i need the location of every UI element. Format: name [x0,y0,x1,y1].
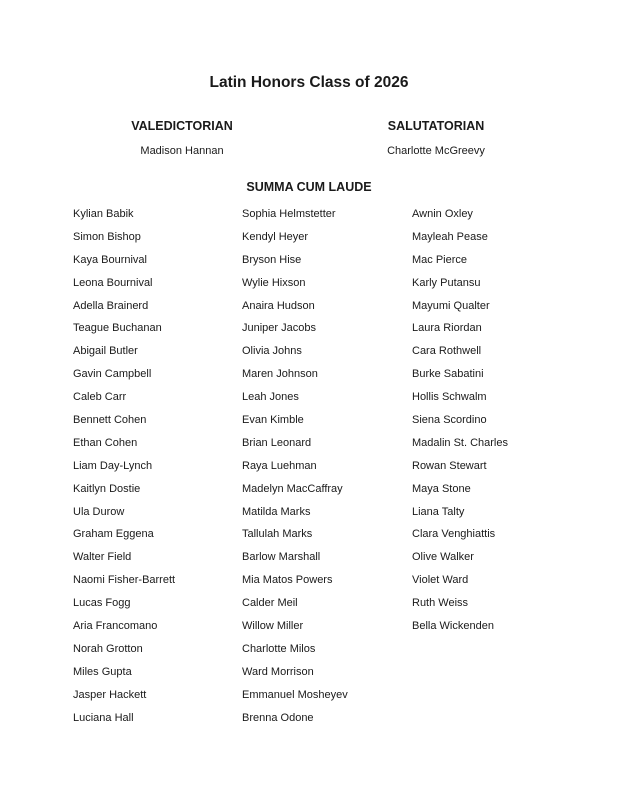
honoree-name: Leah Jones [242,391,299,404]
honoree-name: Naomi Fisher-Barrett [73,574,176,587]
honoree-name: Madalin St. Charles [412,436,508,449]
honoree-name: Bennett Cohen [73,414,147,427]
honoree-name: Gavin Campbell [73,368,152,381]
honoree-name: Walter Field [73,551,132,564]
honoree-name: Graham Eggena [73,528,154,541]
honoree-name: Madelyn MacCaffray [242,482,343,495]
honoree-name: Ward Morrison [242,665,314,678]
honoree-name: Mayleah Pease [412,230,488,243]
honoree-name: Olivia Johns [242,345,302,358]
honoree-name: Mac Pierce [412,253,468,266]
valedictorian-name: Madison Hannan [140,145,224,157]
honoree-name: Maya Stone [412,482,471,495]
honoree-name: Norah Grotton [73,642,143,655]
honoree-name: Luciana Hall [73,711,134,724]
honoree-name: Awnin Oxley [412,208,473,220]
honoree-name: Raya Luehman [242,459,317,472]
honoree-name: Cara Rothwell [412,345,482,358]
valedictorian-block [82,119,282,157]
name-column-1 [73,207,175,733]
honoree-name: Leona Bournival [73,276,153,289]
honoree-name: Jasper Hackett [73,688,147,701]
honoree-name: Hollis Schwalm [412,391,487,404]
honoree-name: Aria Francomano [73,620,158,633]
honoree-name: Maren Johnson [242,368,318,381]
honoree-name: Mia Matos Powers [242,574,333,587]
honoree-name: Teague Buchanan [73,322,162,335]
salutatorian-name: Charlotte McGreevy [387,145,485,157]
salutatorian-heading: SALUTATORIAN [387,119,485,133]
honoree-name: Charlotte Milos [242,642,316,655]
honoree-name: Matilda Marks [242,505,311,518]
honoree-name: Caleb Carr [73,391,127,404]
honoree-name: Tallulah Marks [242,528,313,541]
honoree-name: Anaira Hudson [242,299,315,312]
honoree-name: Lucas Fogg [73,597,131,610]
honoree-name: Miles Gupta [73,665,132,678]
honoree-name: Siena Scordino [412,414,487,427]
honoree-name: Clara Venghiattis [412,528,496,541]
honoree-name: Mayumi Qualter [412,299,490,312]
honoree-name: Adella Brainerd [73,299,149,312]
honoree-name: Rowan Stewart [412,459,487,472]
valedictorian-heading: VALEDICTORIAN [131,119,233,133]
honoree-name: Barlow Marshall [242,551,321,564]
honoree-name: Juniper Jacobs [242,322,316,335]
honoree-name: Brian Leonard [242,436,312,449]
honoree-name: Kendyl Heyer [242,230,309,243]
honoree-name: Kaitlyn Dostie [73,482,141,495]
honoree-name: Ula Durow [73,505,125,518]
honoree-name: Sophia Helmstetter [242,208,336,220]
honoree-name: Brenna Odone [242,711,314,724]
name-column-3 [412,207,508,642]
honoree-name: Burke Sabatini [412,368,484,381]
honoree-name: Willow Miller [242,620,304,633]
honoree-name: Bryson Hise [242,253,302,266]
honoree-name: Abigail Butler [73,345,138,358]
honoree-name: Olive Walker [412,551,474,564]
honoree-name: Evan Kimble [242,414,304,427]
salutatorian-block [336,119,536,157]
honoree-name: Kaya Bournival [73,253,147,266]
honoree-name: Wylie Hixson [242,276,306,289]
honoree-name: Kylian Babik [73,208,134,220]
honoree-name: Emmanuel Mosheyev [242,688,348,701]
honoree-name: Calder Meil [242,597,298,610]
honoree-name: Simon Bishop [73,230,141,243]
honoree-name: Ruth Weiss [412,597,469,610]
honoree-name: Bella Wickenden [412,620,494,633]
honoree-name: Liana Talty [412,505,465,518]
honoree-name: Laura Riordan [412,322,482,335]
summa-cum-laude-heading: SUMMA CUM LAUDE [246,180,372,194]
honoree-name: Violet Ward [412,574,469,587]
honoree-name: Liam Day-Lynch [73,459,153,472]
honoree-name: Karly Putansu [412,276,481,289]
page-title: Latin Honors Class of 2026 [209,74,409,91]
name-column-2 [242,207,348,733]
honoree-name: Ethan Cohen [73,436,138,449]
